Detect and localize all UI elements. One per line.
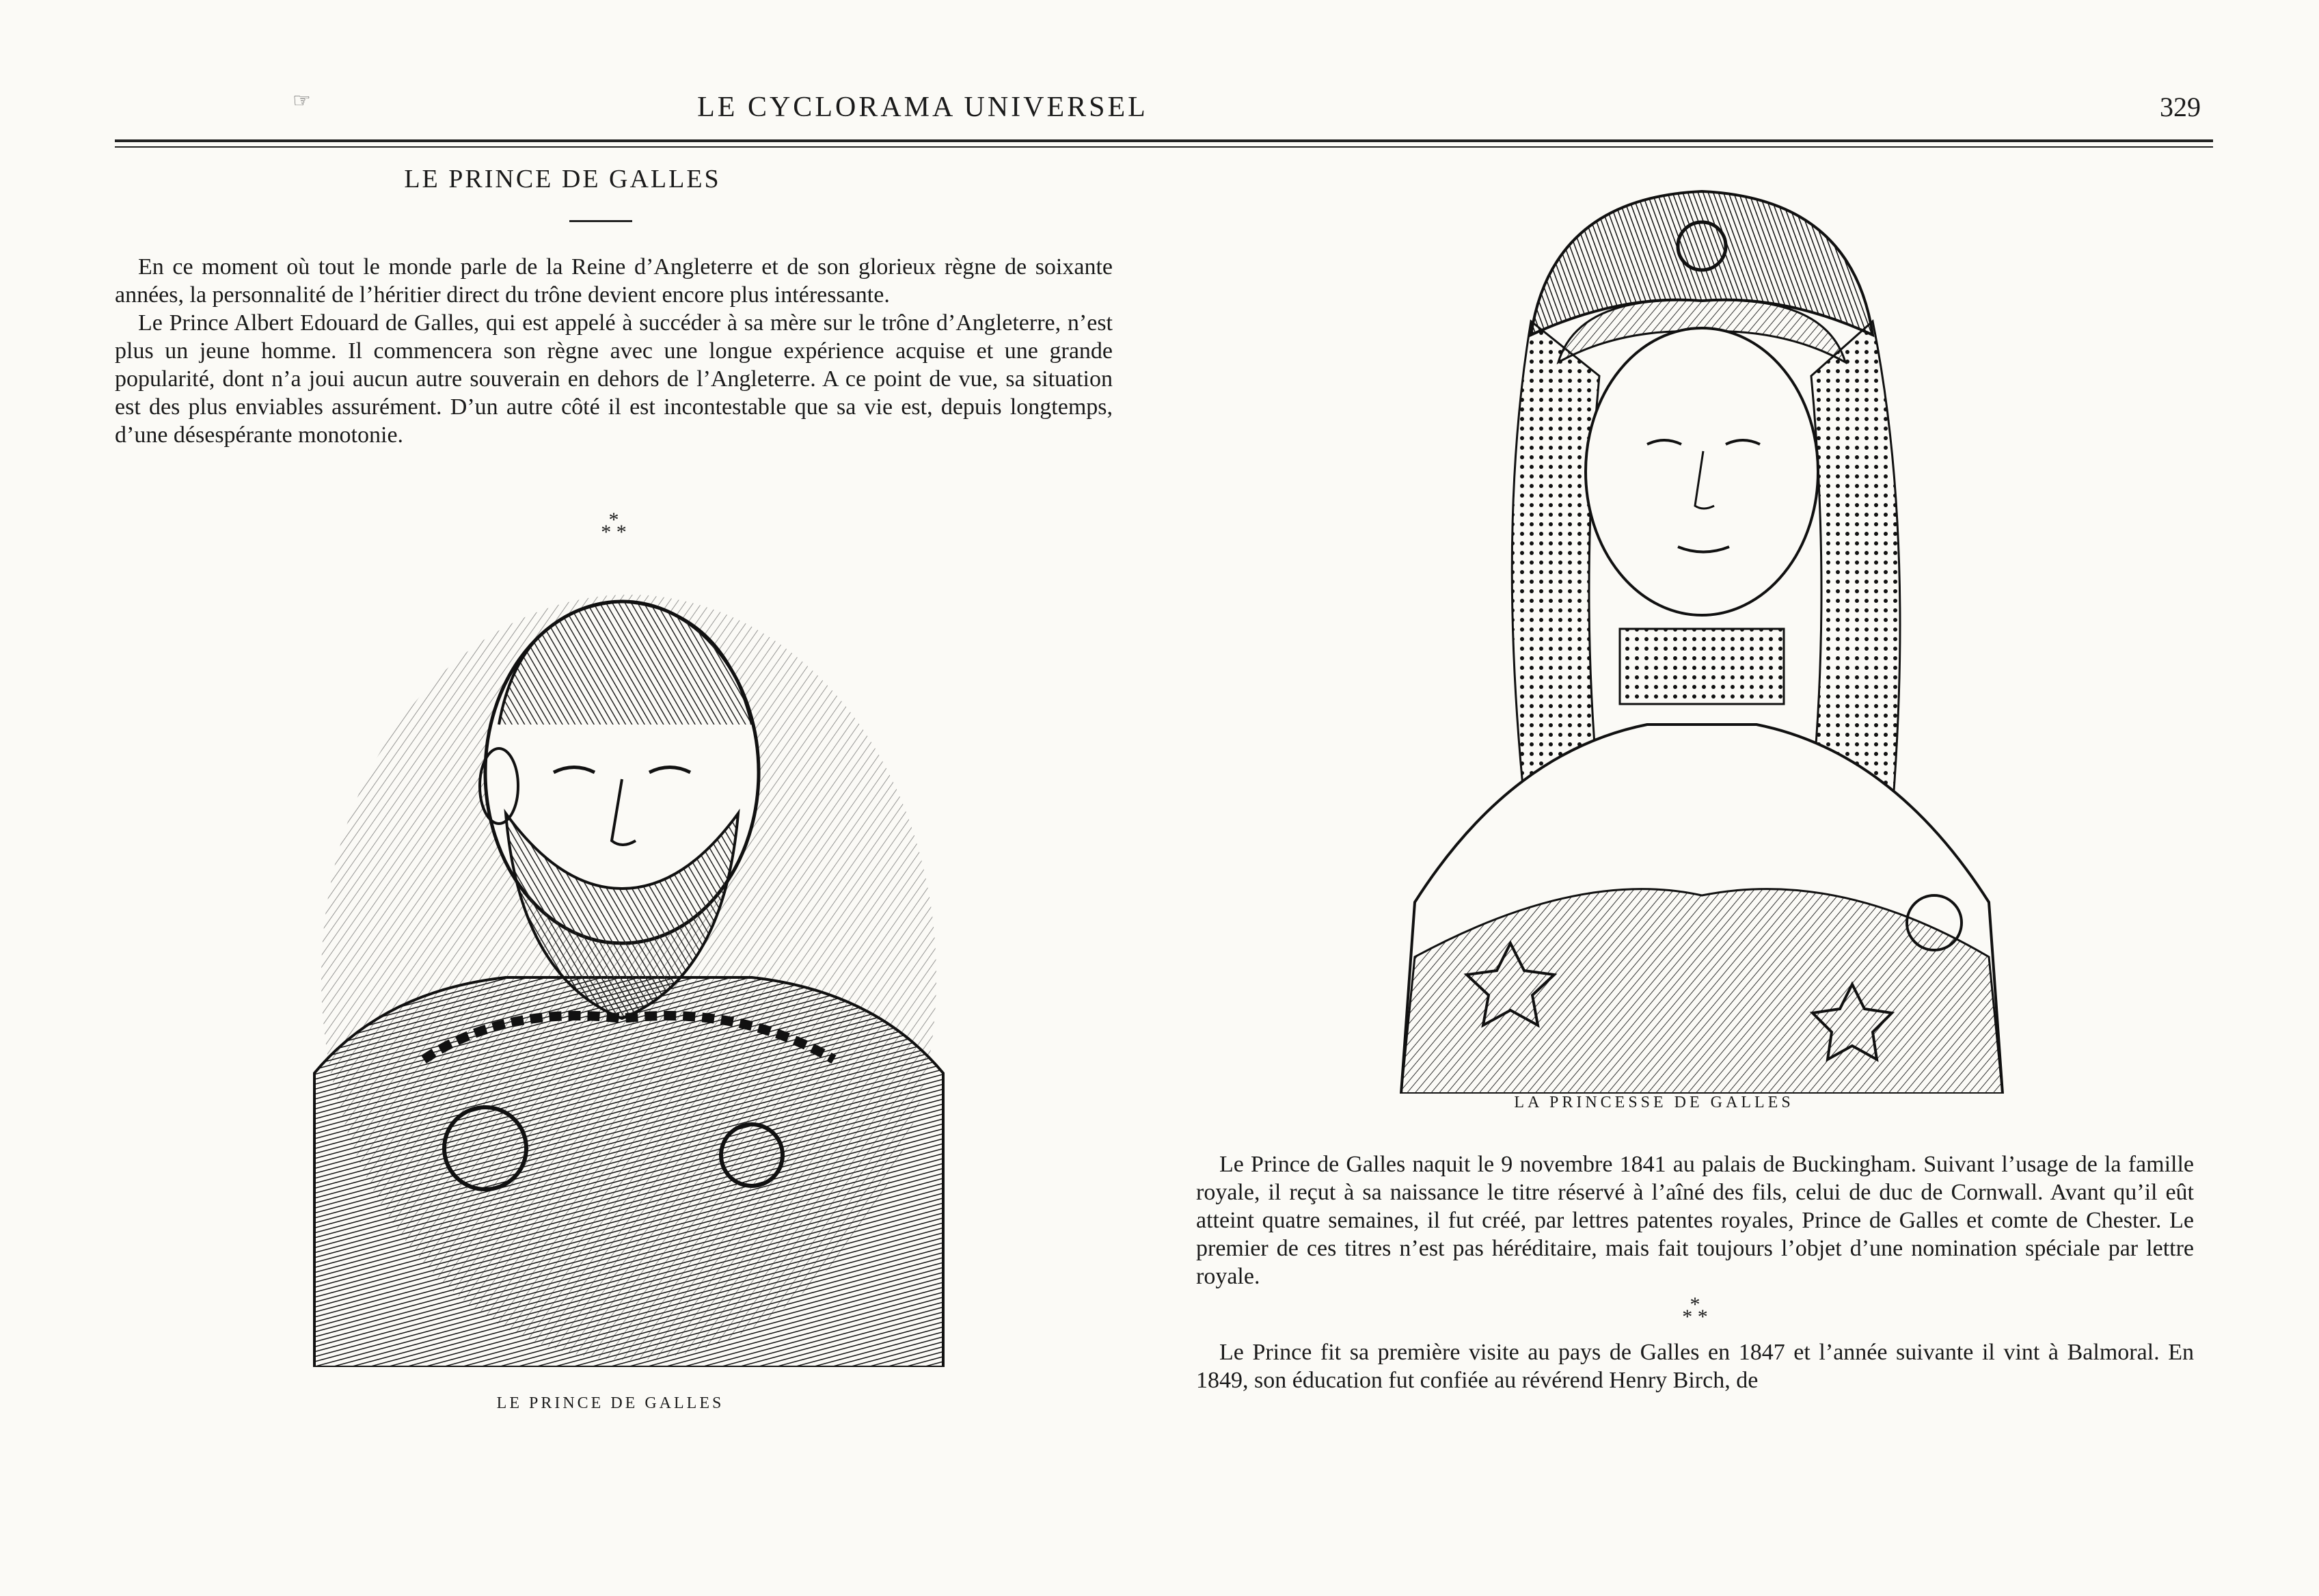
- article-title: LE PRINCE DE GALLES: [404, 165, 721, 193]
- paragraph: Le Prince fit sa première visite au pays de Galles en 1847 et l’année suivante il vint à Balmoral. En 1849, son éducation fut confiée au révérend Henry Birch, de: [1196, 1340, 2194, 1393]
- asterism-separator: [593, 509, 634, 543]
- asterism-star: *: [1697, 1306, 1708, 1328]
- asterism-star: *: [608, 509, 619, 531]
- prince-caption: LE PRINCE DE GALLES: [496, 1394, 724, 1412]
- asterism-star: *: [1690, 1293, 1700, 1316]
- prince-portrait-engraving: [301, 567, 957, 1367]
- asterism-star: *: [1682, 1306, 1693, 1328]
- paragraph: Le Prince Albert Edouard de Galles, qui est appelé à succéder à sa mère sur le trône d’Angleterre, n’est plus un jeune homme. Il commencera son règne avec une longue expérience acquise et une grande popularité, dont n’a joui aucun autre souverain en dehors de l’Angleterre. A ce point de vue, sa situation est des plus enviables assurément. D’un autre côté il est incontestable que sa vie est, depuis longtemps, d’une désespérante monotonie.: [115, 310, 1113, 448]
- asterism-separator: [1674, 1293, 1715, 1328]
- princess-caption: LA PRINCESSE DE GALLES: [1514, 1094, 1794, 1111]
- asterism-star-pair: [1674, 1306, 1715, 1328]
- intro-text-block: [115, 253, 1113, 449]
- page-number: 329: [2160, 92, 2201, 122]
- ornament-mark: ☞: [293, 90, 311, 112]
- right-text-block: [1196, 1150, 2194, 1394]
- asterism-star: *: [601, 521, 612, 543]
- paragraph: En ce moment où tout le monde parle de la Reine d’Angleterre et de son glorieux règne de soixante années, la personnalité de l’héritier direct du trône devient encore plus intéressante.: [115, 254, 1113, 308]
- paragraph: Le Prince de Galles naquit le 9 novembre 1841 au palais de Buckingham. Suivant l’usage de la famille royale, il reçut à sa naissance le titre réservé à l’aîné des fils, celui de duc de Cornwall. Avant qu’il eût atteint quatre semaines, il fut créé, par lettres patentes royales, Prince de Galles et comte de Chester. Le premier de ces titres n’est pas héréditaire, mais fait toujours l’objet d’une nomination spéciale par lettre royale.: [1196, 1152, 2194, 1289]
- asterism-star: *: [616, 521, 627, 543]
- title-rule: [569, 220, 632, 222]
- running-header-title: LE CYCLORAMA UNIVERSEL: [697, 92, 1148, 123]
- asterism-star-pair: [593, 521, 634, 543]
- header-rule-thick: [115, 139, 2213, 142]
- header-rule-thin: [115, 146, 2213, 148]
- princess-portrait-engraving: [1374, 185, 2030, 1094]
